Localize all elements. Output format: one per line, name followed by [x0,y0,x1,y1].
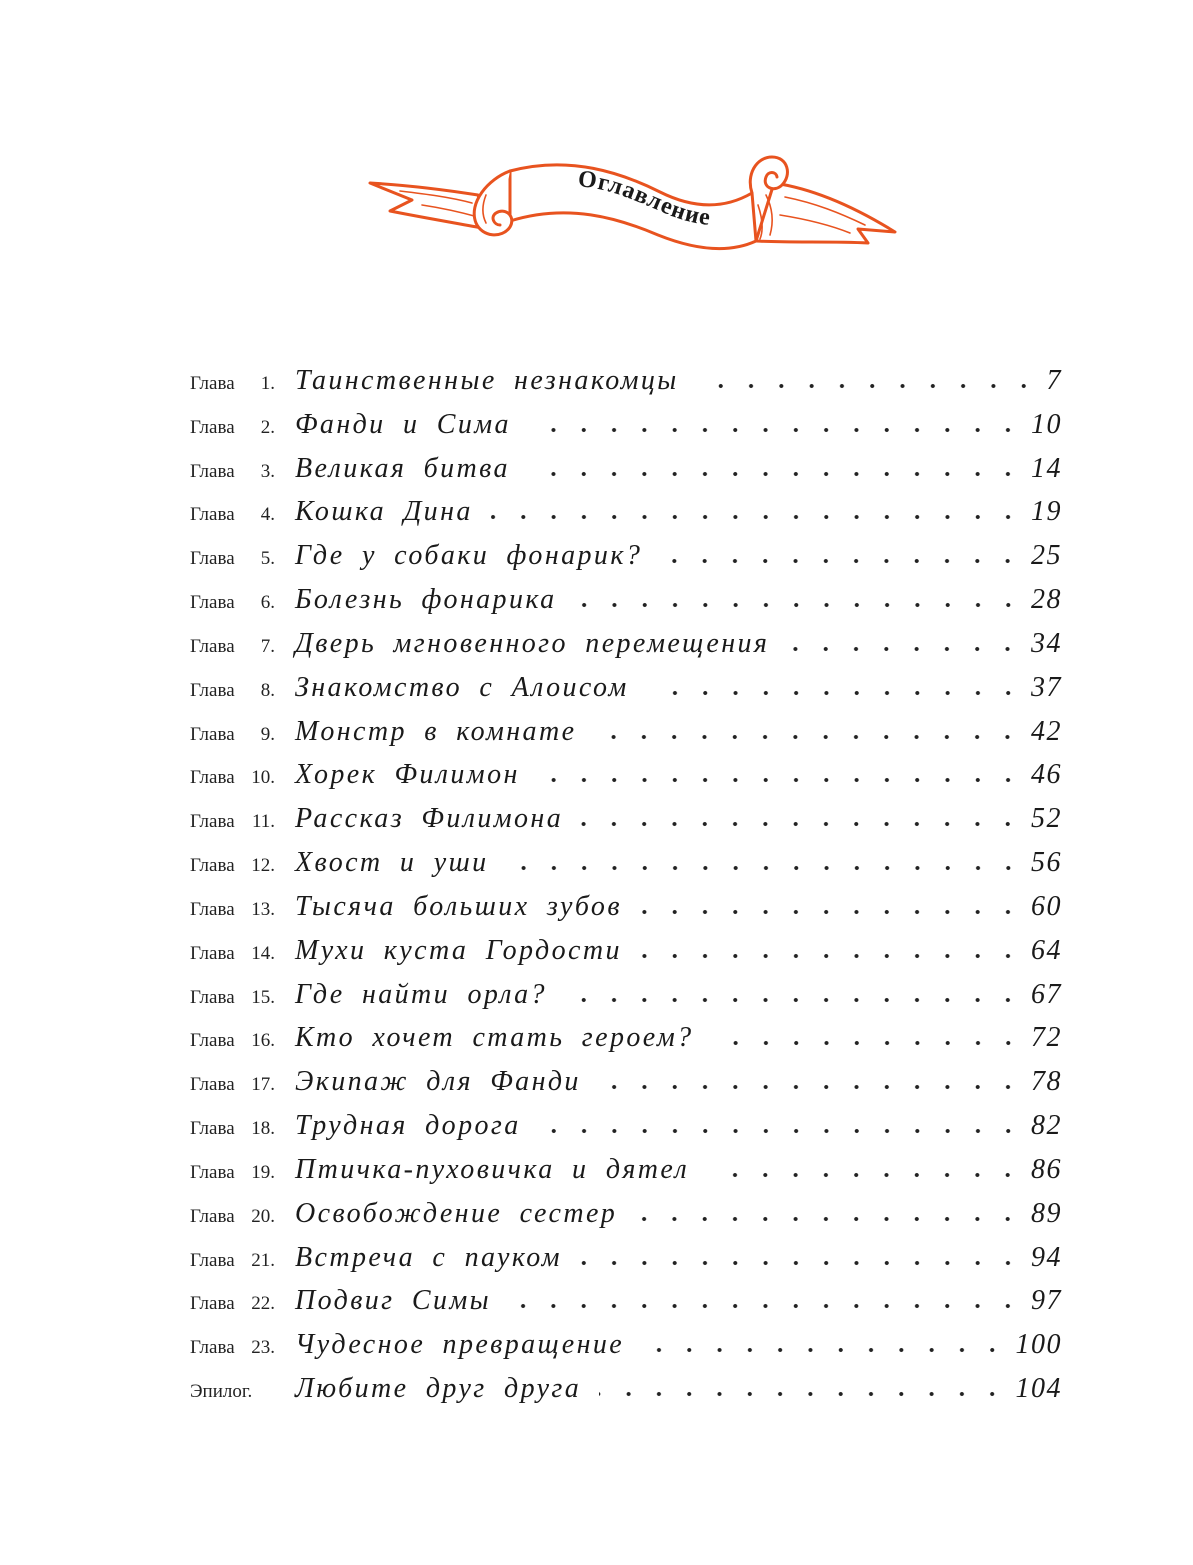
toc-entry [190,1104,1062,1148]
chapter-number: 10. [251,767,275,789]
toc-entry [190,1148,1062,1192]
chapter-title: Кто хочет стать героем? [295,1022,694,1054]
chapter-number: 14. [251,942,275,964]
page-number: 67 [1031,978,1062,1010]
chapter-prefix: Глава [190,986,235,1008]
chapter-prefix: Глава [190,898,235,920]
toc-entry [190,797,1062,841]
chapter-prefix: Глава [190,548,235,570]
chapter-prefix: Глава [190,1337,235,1359]
toc-entry [190,1192,1062,1236]
chapter-prefix: Глава [190,811,235,833]
chapter-label [190,1107,275,1151]
page-number: 104 [1015,1373,1062,1405]
table-of-contents [190,359,1062,1411]
chapter-prefix: Эпилог. [190,1381,253,1403]
dot-leader [787,646,1023,652]
dot-leader [642,1347,1007,1353]
page-number: 64 [1031,934,1062,966]
dot-leader [599,1391,1007,1397]
page-number: 86 [1031,1153,1062,1185]
chapter-number: 17. [251,1074,275,1096]
chapter-prefix: Глава [190,1030,235,1052]
chapter-label [190,1370,275,1414]
toc-entry [190,447,1062,491]
page-number: 60 [1031,890,1062,922]
dot-leader [594,734,1023,740]
chapter-title: Освобождение сестер [295,1197,618,1229]
chapter-title: Встреча с пауком [295,1241,562,1273]
toc-entry [190,710,1062,754]
toc-entry [190,929,1062,973]
chapter-number: 16. [251,1030,275,1052]
ribbon-band [510,165,756,249]
chapter-number: 2. [260,416,275,438]
chapter-prefix: Глава [190,592,235,614]
chapter-title: Великая битва [295,452,510,484]
chapter-prefix: Глава [190,373,235,394]
page-number: 28 [1031,584,1062,616]
chapter-label [190,1239,275,1283]
chapter-title: Любите друг друга [295,1373,582,1405]
chapter-title: Где найти орла? [295,978,547,1010]
toc-entry [190,1323,1062,1367]
dot-leader [529,427,1023,433]
dot-leader [707,1172,1023,1178]
chapter-prefix: Глава [190,1118,235,1140]
page-number: 94 [1031,1241,1062,1273]
chapter-label [190,362,275,406]
dot-leader [565,997,1023,1003]
chapter-prefix: Глава [190,416,235,438]
chapter-prefix: Глава [190,1249,235,1271]
chapter-title: Трудная дорога [295,1110,521,1142]
dot-leader [538,777,1023,783]
chapter-label [190,669,275,713]
toc-entry [190,534,1062,578]
toc-entry [190,841,1062,885]
chapter-number: 12. [251,855,275,877]
chapter-title: Птичка-пуховичка и дятел [295,1153,690,1185]
chapter-number: 4. [260,504,275,526]
dot-leader [599,1084,1023,1090]
chapter-title: Монстр в комнате [295,715,577,747]
chapter-number: 20. [251,1205,275,1227]
page-number: 72 [1031,1022,1062,1054]
chapter-prefix: Глава [190,635,235,657]
toc-entry [190,1060,1062,1104]
toc-entry [190,578,1062,622]
toc-entry [190,885,1062,929]
chapter-prefix: Глава [190,1161,235,1183]
chapter-prefix: Глава [190,1293,235,1315]
chapter-title: Хвост и уши [295,847,489,879]
chapter-label [190,844,275,888]
dot-leader [712,1040,1023,1046]
chapter-number: 11. [251,811,275,833]
chapter-label [190,1019,275,1063]
page-number: 10 [1031,408,1062,440]
chapter-label [190,888,275,932]
chapter-title: Где у собаки фонарик? [295,540,643,572]
dot-leader [581,821,1023,827]
chapter-number: 6. [260,592,275,614]
chapter-title: Подвиг Симы [295,1285,492,1317]
chapter-title: Болезнь фонарика [295,584,557,616]
chapter-label [190,1151,275,1195]
page-number: 19 [1031,496,1062,528]
toc-entry [190,1016,1062,1060]
chapter-prefix: Глава [190,504,235,526]
chapter-number: 18. [251,1118,275,1140]
chapter-label [190,625,275,669]
page-number: 56 [1031,847,1062,879]
chapter-title: Тысяча больших зубов [295,890,622,922]
chapter-label [190,1063,275,1107]
chapter-label [190,1326,275,1370]
chapter-prefix: Глава [190,855,235,877]
chapter-label [190,976,275,1020]
ribbon-roll-left [474,171,512,235]
page-number: 34 [1031,627,1062,659]
toc-entry [190,359,1062,403]
page-title-text: Оглавление [576,166,713,232]
chapter-title: Хорек Филимон [295,759,520,791]
page-number: 52 [1031,803,1062,835]
toc-entry [190,753,1062,797]
page-number: 7 [1046,365,1062,396]
chapter-number: 5. [260,548,275,570]
chapter-label [190,450,275,494]
chapter-label [190,406,275,450]
chapter-number: 15. [251,986,275,1008]
dot-leader [539,1128,1023,1134]
chapter-title: Знакомство с Алоисом [295,671,629,703]
chapter-label [190,493,275,537]
chapter-title: Рассказ Филимона [295,803,564,835]
page-number: 46 [1031,759,1062,791]
chapter-label [190,537,275,581]
chapter-prefix: Глава [190,1205,235,1227]
toc-entry [190,973,1062,1017]
dot-leader [640,909,1023,915]
chapter-number: 9. [260,723,275,745]
dot-leader [507,865,1023,871]
dot-leader [640,953,1023,959]
dot-leader [660,558,1023,564]
dot-leader [635,1216,1023,1222]
toc-entry [190,666,1062,710]
toc-entry-epilogue [190,1367,1062,1411]
chapter-number: 21. [251,1249,275,1271]
page-number: 14 [1031,452,1062,484]
page-number: 37 [1031,671,1062,703]
chapter-label [190,756,275,800]
toc-entry [190,1279,1062,1323]
chapter-prefix: Глава [190,723,235,745]
page-number: 78 [1031,1066,1062,1098]
chapter-label [190,1195,275,1239]
chapter-number: 23. [251,1337,275,1359]
chapter-prefix: Глава [190,1074,235,1096]
chapter-title: Фанди и Сима [295,408,511,440]
dot-leader [697,383,1039,389]
title-banner-ribbon [360,145,905,255]
chapter-number: 7. [260,635,275,657]
page-number: 89 [1031,1197,1062,1229]
toc-entry [190,403,1062,447]
dot-leader [528,471,1023,477]
chapter-label [190,1282,275,1326]
chapter-title: Таинственные незнакомцы [295,365,679,396]
ribbon-tail-right [756,183,895,243]
chapter-title: Кошка Дина [295,496,473,528]
dot-leader [575,602,1023,608]
chapter-label [190,800,275,844]
chapter-title: Экипаж для Фанди [295,1066,581,1098]
chapter-title: Чудесное превращение [295,1329,625,1361]
page-number: 42 [1031,715,1062,747]
chapter-title: Мухи куста Гордости [295,934,622,966]
chapter-number: 1. [260,373,275,394]
chapter-prefix: Глава [190,679,235,701]
chapter-number: 22. [251,1293,275,1315]
chapter-prefix: Глава [190,767,235,789]
chapter-label [190,713,275,757]
page-number: 82 [1031,1110,1062,1142]
page-number: 25 [1031,540,1062,572]
toc-entry [190,490,1062,534]
page-number: 97 [1031,1285,1062,1317]
chapter-prefix: Глава [190,942,235,964]
dot-leader [509,1303,1023,1309]
chapter-prefix: Глава [190,460,235,482]
chapter-title: Дверь мгновенного перемещения [295,627,770,659]
dot-leader [580,1260,1023,1266]
chapter-number: 3. [260,460,275,482]
page-number: 100 [1015,1329,1062,1361]
dot-leader [647,690,1023,696]
chapter-label [190,932,275,976]
toc-entry [190,1236,1062,1280]
chapter-number: 19. [251,1161,275,1183]
chapter-number: 8. [260,679,275,701]
dot-leader [491,514,1023,520]
chapter-label [190,581,275,625]
toc-entry [190,622,1062,666]
chapter-number: 13. [251,898,275,920]
